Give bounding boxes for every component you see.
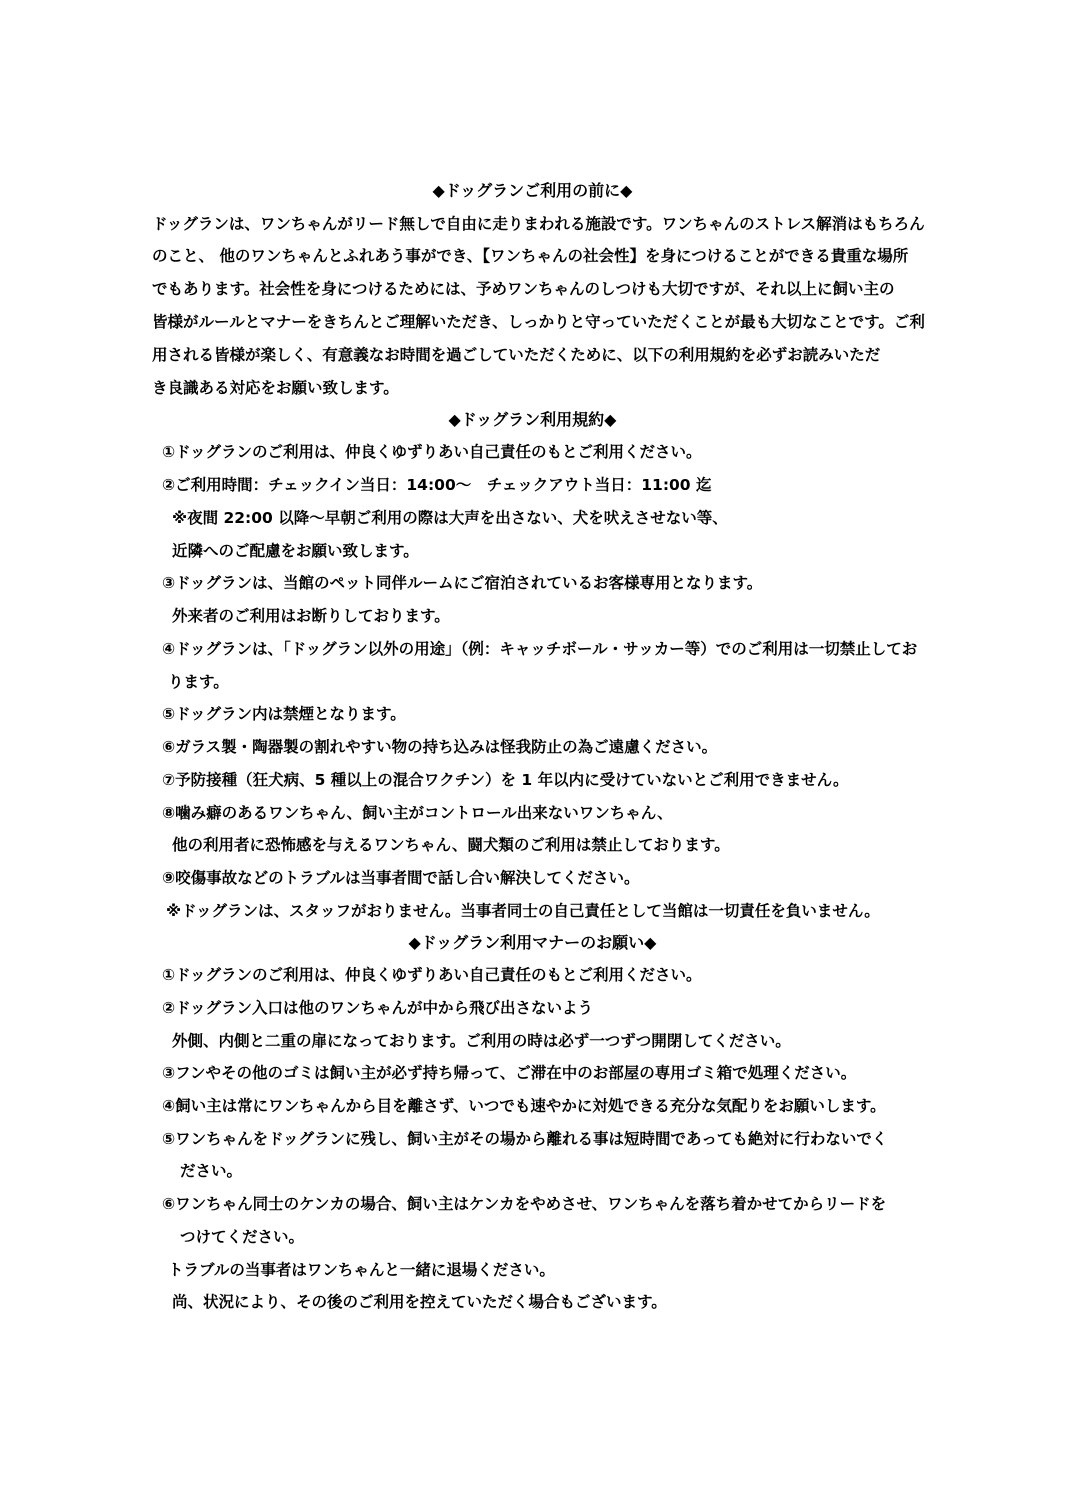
- rule-item: ⑦予防接種（狂犬病、5 種以上の混合ワクチン）を 1 年以内に受けていないとご利用できません。: [162, 771, 849, 789]
- manner-item: ②ドッグラン入口は他のワンちゃんが中から飛び出さないよう: [162, 999, 594, 1017]
- rule-item: ②ご利用時間：チェックイン当日：14:00～ チェックアウト当日：11:00 迄: [162, 476, 712, 494]
- intro-heading: ◆ドッグランご利用の前に◆: [432, 181, 633, 200]
- rule-item: ⑤ドッグラン内は禁煙となります。: [162, 705, 406, 723]
- manner-note: 尚、状況により、その後のご利用を控えていただく場合もございます。: [172, 1293, 667, 1311]
- manner-item: ③フンやその他のゴミは飼い主が必ず持ち帰って、ご滞在中のお部屋の専用ゴミ箱で処理ください。: [162, 1064, 857, 1082]
- intro-line: 用される皆様が楽しく、有意義なお時間を過ごしていただくために、以下の利用規約を必ずお読みいただ: [152, 346, 881, 364]
- rule-item: 外来者のご利用はお断りしております。: [172, 607, 450, 625]
- intro-line: 皆様がルールとマナーをきちんとご理解いただき、しっかりと守っていただくことが最も大切なことです。ご利: [152, 313, 925, 331]
- intro-line: き良識ある対応をお願い致します。: [152, 379, 399, 397]
- manner-item: ⑤ワンちゃんをドッグランに残し、飼い主がその場から離れる事は短時間であっても絶対に行わないでく: [162, 1130, 888, 1148]
- rule-item: ③ドッグランは、当館のペット同伴ルームにご宿泊されているお客様専用となります。: [162, 574, 763, 592]
- manner-item: 外側、内側と二重の扉になっております。ご利用の時は必ず一つずつ開閉してください。: [172, 1032, 791, 1050]
- manners-heading: ◆ドッグラン利用マナーのお願い◆: [408, 933, 657, 952]
- rule-note: ※夜間 22:00 以降～早朝ご利用の際は大声を出さない、犬を吠えさせない等、: [172, 509, 728, 527]
- rule-item: 他の利用者に恐怖感を与えるワンちゃん、闘犬類のご利用は禁止しております。: [172, 836, 730, 854]
- manner-item: ①ドッグランのご利用は、仲良くゆずりあい自己責任のもとご利用ください。: [162, 966, 702, 984]
- rule-item: ⑧噛み癖のあるワンちゃん、飼い主がコントロール出来ないワンちゃん、: [162, 804, 673, 822]
- rule-note: ※ドッグランは、スタッフがおりません。当事者同士の自己責任として当館は一切責任を負いません。: [166, 902, 880, 920]
- intro-line: ドッグランは、ワンちゃんがリード無しで自由に走りまわれる施設です。ワンちゃんのストレス解消はもちろん: [152, 215, 925, 233]
- manner-item: ④飼い主は常にワンちゃんから目を離さず、いつでも速やかに対処できる充分な気配りをお願いします。: [162, 1097, 886, 1115]
- manner-note: トラブルの当事者はワンちゃんと一緒に退場ください。: [168, 1261, 555, 1279]
- manner-item: ださい。: [180, 1162, 243, 1180]
- rules-heading: ◆ドッグラン利用規約◆: [448, 410, 617, 429]
- manner-item: つけてください。: [180, 1228, 305, 1246]
- manner-item: ⑥ワンちゃん同士のケンカの場合、飼い主はケンカをやめさせ、ワンちゃんを落ち着かせてからリードを: [162, 1195, 887, 1213]
- rule-item: ①ドッグランのご利用は、仲良くゆずりあい自己責任のもとご利用ください。: [162, 443, 702, 461]
- rule-item: ります。: [168, 673, 229, 691]
- rule-item: ⑥ガラス製・陶器製の割れやすい物の持ち込みは怪我防止の為ご遠慮ください。: [162, 738, 718, 756]
- intro-line: のこと、 他のワンちゃんとふれあう事ができ、【ワンちゃんの社会性】を身につけることができる貴重な場所: [152, 247, 909, 265]
- rule-item: ⑨咬傷事故などのトラブルは当事者間で話し合い解決してください。: [162, 869, 640, 887]
- rule-item: ④ドッグランは、「ドッグラン以外の用途」（例：キャッチボール・サッカー等）でのご利用は一切禁止してお: [162, 640, 918, 658]
- intro-line: でもあります。社会性を身につけるためには、予めワンちゃんのしつけも大切ですが、それ以上に飼い主の: [152, 280, 895, 298]
- rule-note: 近隣へのご配慮をお願い致します。: [172, 542, 419, 560]
